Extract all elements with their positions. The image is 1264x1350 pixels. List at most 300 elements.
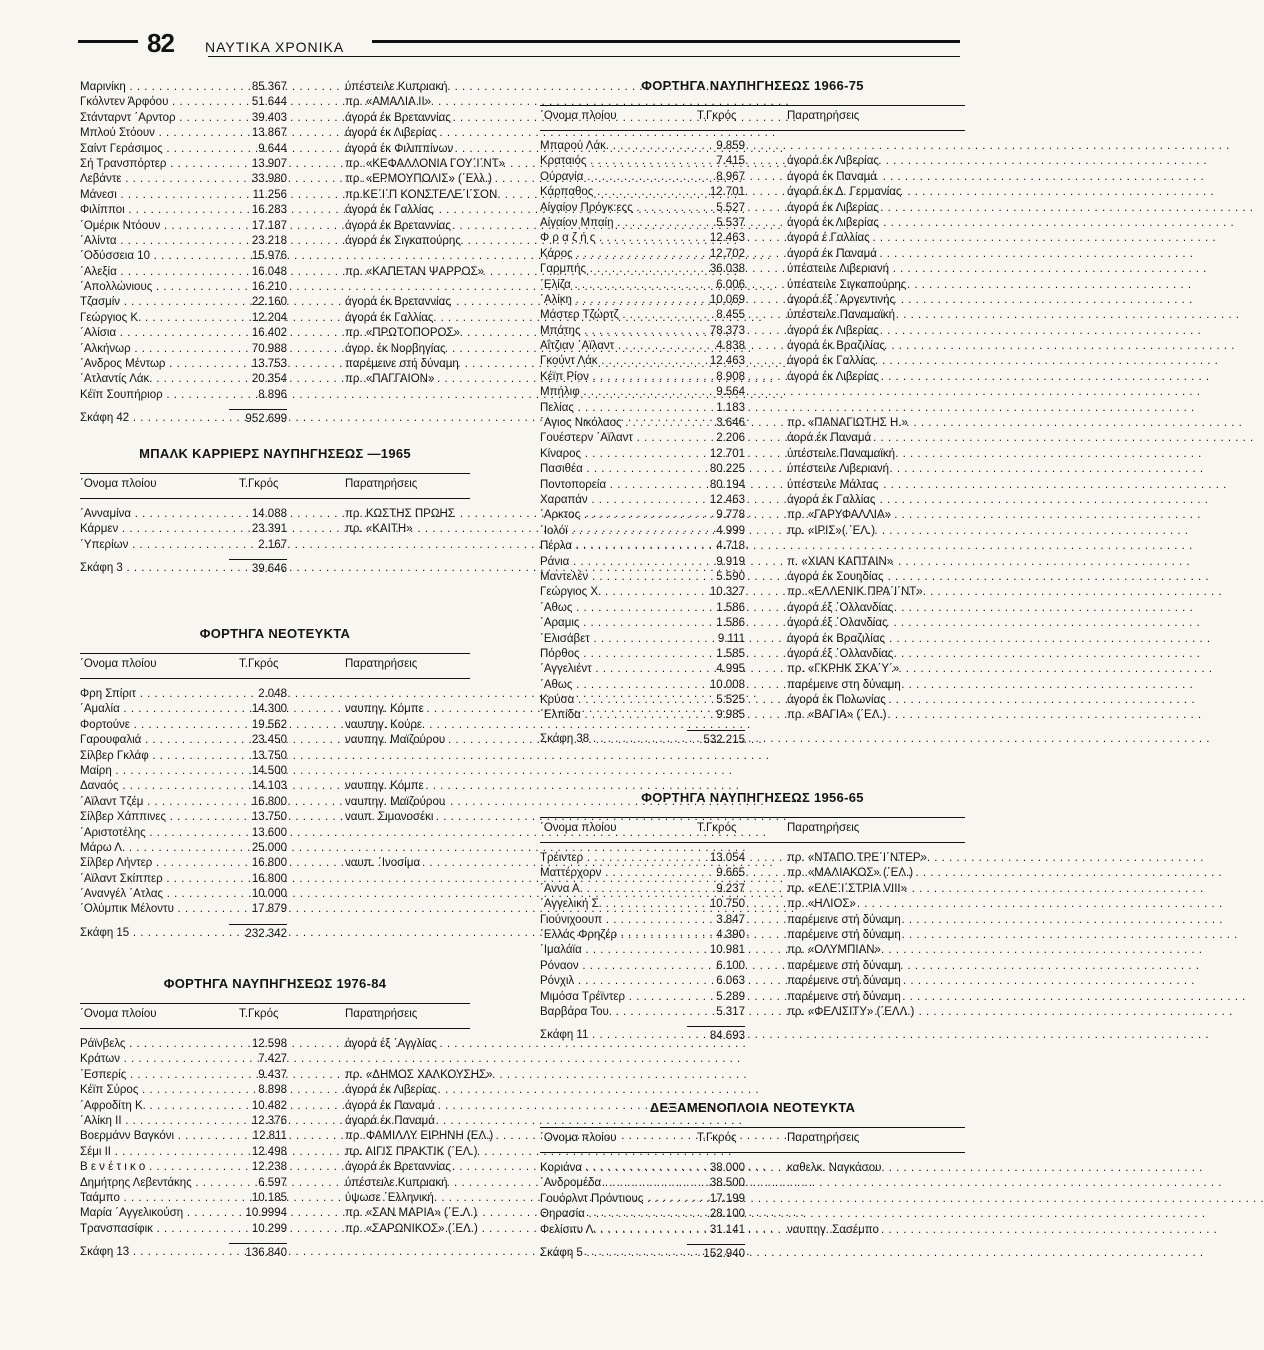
remarks: άγορά έξ ΄Ολλανδίας (787, 601, 894, 614)
section-title: ΦΟΡΤΗΓΑ ΝΑΥΠΗΓΗΣΕΩΣ 1966-75 (641, 78, 864, 93)
gross-tonnage: 6.006 (716, 278, 745, 291)
table-row (540, 401, 965, 416)
total-label: Σκάφη 5 . . . (540, 1244, 653, 1262)
table-row (80, 1037, 470, 1052)
table-row (80, 234, 470, 249)
table-row (80, 810, 470, 825)
table-row (540, 278, 965, 293)
remarks: άγορά έκ Φιλιππίνων (345, 142, 454, 155)
gross-tonnage: 7.427 (258, 1053, 287, 1066)
total-tonnage: 136.840 (229, 1243, 287, 1262)
column-header-remarks: Παρατηρήσεις (787, 1132, 860, 1144)
total-label: Σκάφη 42 . . . (80, 409, 195, 427)
table-row (540, 601, 965, 616)
gross-tonnage: 12.701 (709, 186, 745, 199)
ship-name: Ματτέρχορν . . . (540, 866, 683, 881)
remarks: άγορά έκ Παναμά (787, 247, 877, 260)
table-header (540, 817, 965, 843)
ship-name: Γουόρλντ Πρόντιους . . . (540, 1192, 683, 1207)
gross-tonnage: 13.867 (251, 127, 287, 140)
gross-tonnage: 11.256 (252, 188, 287, 201)
table-row (540, 616, 965, 631)
gross-tonnage: 12.811 (252, 1130, 287, 1143)
remarks: άγορά έκ Πολωνίας (787, 694, 886, 707)
remarks: ναυπηγ. Κόμπε (345, 703, 424, 716)
total-row (80, 409, 470, 427)
gross-tonnage: 13.907 (251, 157, 287, 170)
total-row (80, 1243, 470, 1261)
ship-name: Αίγαίον Πρόγκ:εςς . . . (540, 201, 683, 216)
gross-tonnage: 14.300 (251, 703, 287, 716)
ship-name: Σαίντ Γεράσιμος . . . (80, 142, 225, 157)
ship-name: Φρη Σπίριτ . . . (80, 687, 225, 702)
column-header-name: ΄Ονομα πλοίου (540, 110, 617, 122)
table-row (80, 1206, 478, 1221)
table-row (540, 339, 965, 354)
ship-name: Β ε ν έ τ ι κ ο . . . (80, 1160, 225, 1175)
table-header (540, 1127, 965, 1153)
table-row (80, 95, 470, 110)
ship-name: Χαραπάν . . . (540, 493, 683, 508)
gross-tonnage: 13.753 (251, 358, 287, 371)
ship-name: ΄Εσπερίς . . . (80, 1068, 225, 1083)
remarks: πρ. «ΚΕΦΑΛΛΟΝΙΑ ΓΟΥ΄Ι΄ΝΤ» (345, 157, 506, 170)
ship-name: Πόρθος . . . (540, 647, 683, 662)
gross-tonnage: 10.9994 (245, 1207, 287, 1220)
table-row (540, 1223, 965, 1238)
section-title: ΦΟΡΤΗΓΑ ΝΑΥΠΗΓΗΣΕΩΣ 1976-84 (163, 976, 387, 991)
ship-name: Κάρος . . . (540, 247, 683, 262)
remarks: ύπέστειλε Παναμαϊκή (787, 447, 896, 460)
gross-tonnage: 8.896 (258, 388, 287, 401)
ship-name: Κραταιός . . . (540, 154, 683, 169)
table-row (540, 959, 965, 974)
column-header-name: ΄Ονομα πλοίου (80, 478, 157, 490)
ship-name: Μπήλιφ . . . (540, 385, 683, 400)
gross-tonnage: 1.585 (716, 647, 745, 660)
table-row (80, 80, 470, 95)
ship-name: Ρόναον . . . (540, 959, 683, 974)
header-rule-thin (208, 56, 960, 57)
ship-name: Ρόνχιλ . . . (540, 974, 683, 989)
remarks: πρ. «ΕΛΕ΄Ι΄ΣΤΡΙΑ VIII» (787, 882, 908, 895)
gross-tonnage: 1.183 (716, 401, 745, 414)
remarks: ύπέστειλε Μάλτας (787, 478, 879, 491)
ship-name: Πασιθέα . . . (540, 462, 683, 477)
section-new-cargo (80, 618, 470, 942)
remarks: ναυπ. Σιμονοσέκι (345, 811, 434, 824)
table-row (540, 293, 965, 308)
gross-tonnage: 12.463 (709, 493, 745, 506)
section-bulk-carriers-1965 (80, 438, 470, 577)
ship-name: ΄Οδύσσεια 10 . . . (80, 249, 225, 264)
table-row (540, 882, 965, 897)
table-row (540, 943, 965, 958)
table-row (540, 866, 965, 881)
table-row (540, 139, 965, 154)
gross-tonnage: 51.644 (251, 96, 287, 109)
remarks: άγορά έκ Βρεταννίας (345, 111, 451, 124)
table-row (540, 308, 965, 323)
ship-name: ΄Αλίκη ΙΙ . . . (80, 1114, 225, 1129)
table-header (80, 1003, 470, 1029)
ship-name: Βοερμάνν Βαγκόνι . . . (80, 1129, 225, 1144)
ship-name: ΄Αθως . . . (540, 601, 683, 616)
gross-tonnage: 8.967 (716, 170, 745, 183)
table-row (540, 897, 965, 912)
gross-tonnage: 2.206 (716, 432, 745, 445)
remarks: ναυπηγ. Κούρε (345, 718, 423, 731)
table-row (80, 357, 470, 372)
table-row (80, 764, 470, 779)
table-row (80, 733, 470, 748)
gross-tonnage: 10.185 (251, 1191, 287, 1204)
ship-name: Μπαρού Λάκ. . . . (540, 139, 683, 154)
gross-tonnage: 80.225 (709, 463, 745, 476)
ship-name: ΄Αϊλαντ Σκίππερ . . . (80, 872, 225, 887)
table-row (540, 385, 965, 400)
gross-tonnage: 12.498 (251, 1145, 287, 1158)
remarks: πρ. «ΕΛΛΕΝΙΚ ΠΡΑ΄Ι΄ΝΤ» (787, 586, 923, 599)
table-row (540, 524, 965, 539)
table-row (80, 372, 470, 387)
table-row (80, 1099, 470, 1114)
ship-name: ΄Αλίκη . . . (540, 293, 683, 308)
column-header-name: ΄Ονομα πλοίου (540, 822, 617, 834)
ship-name: Μπλού Στόουν . . . (80, 126, 225, 141)
remarks: ύπέστειλε Σιγκαπούρης (787, 278, 907, 291)
gross-tonnage: 5.537 (716, 216, 745, 229)
total-label: Σκάφη 13 . . . (80, 1243, 195, 1261)
table-row (540, 585, 965, 600)
ship-name: Μπάτης . . . (540, 324, 683, 339)
ship-name: Ράνια . . . (540, 555, 683, 570)
remarks: πρ. «ΗΛΙΟΣ» (787, 898, 856, 911)
table-row (80, 872, 470, 887)
ship-name: Κίναρος . . . (540, 447, 683, 462)
ship-name: Ταάμπο . . . (80, 1191, 225, 1206)
column-header-grt: Τ.Γκρός (239, 478, 279, 490)
ship-name: Αΐτζιαν ΄Αϊλαντ . . . (540, 339, 683, 354)
table-row (540, 185, 965, 200)
ship-name: Σίλβερ Λήντερ . . . (80, 856, 225, 871)
remarks: άγορά έκ Λιβερίας (787, 216, 879, 229)
remarks: άγορά έκ Βραζιλίας (787, 632, 886, 645)
total-tonnage: 84.693 (687, 1026, 745, 1045)
ship-name: Φ ρ α ζ ή ς . . . (540, 231, 683, 246)
section-cargo-1976-84 (80, 968, 494, 1261)
total-row (540, 730, 965, 748)
gross-tonnage: 70.988 (251, 342, 287, 355)
remarks: άγορά έκ Λιβερίας (787, 370, 879, 383)
ship-name: ΄Ομέρικ Ντόουν . . . (80, 219, 225, 234)
table-row (80, 203, 470, 218)
remarks: άγορά έκ Βρεταννίας (345, 1161, 451, 1174)
ship-name: Δαναός . . . (80, 779, 225, 794)
gross-tonnage: 22.160 (251, 296, 287, 309)
publication-title: ΝΑΥΤΙΚΑ ΧΡΟΝΙΚΑ (205, 39, 345, 55)
ship-name: ΄Ελπίδα . . . (540, 708, 683, 723)
gross-tonnage: 14.500 (251, 764, 287, 777)
table-row (540, 570, 965, 585)
gross-tonnage: 4.838 (716, 340, 745, 353)
remarks: άγορά έξ ΄Αργεντινής (787, 293, 896, 306)
table-row (80, 295, 470, 310)
ship-name: Κέϊπ Ρίον . . . (540, 370, 683, 385)
remarks: άγορά έκ Γαλλίας (345, 204, 434, 217)
gross-tonnage: 80.194 (709, 478, 745, 491)
gross-tonnage: 16.800 (251, 795, 287, 808)
remarks: άγορά έκ Σουηδίας (787, 570, 884, 583)
ship-name: Κράτων . . . (80, 1052, 225, 1067)
gross-tonnage: 3.646 (716, 417, 745, 430)
table-row (80, 1114, 470, 1129)
remarks: καθελκ. Ναγκάσου (787, 1162, 882, 1174)
column-header-remarks: Παρατηρήσεις (345, 1008, 418, 1020)
ship-name: ΄Απολλώνιους . . . (80, 280, 225, 295)
gross-tonnage: 8.455 (716, 309, 745, 322)
total-label: Σκάφη 38 . . . (540, 730, 653, 748)
gross-tonnage: 10.000 (251, 888, 287, 901)
remarks: άγορά έκ Γαλλίας (345, 311, 434, 324)
table-row (80, 265, 484, 280)
remarks: άγορά έκ Παναμά (345, 1099, 435, 1112)
total-row (80, 924, 470, 942)
gross-tonnage: 12.204 (251, 311, 287, 324)
gross-tonnage: 4.999 (716, 524, 745, 537)
gross-tonnage: 19.562 (251, 718, 287, 731)
table-row (80, 841, 470, 856)
ship-name: ΄Αραμις . . . (540, 616, 683, 631)
ship-name: Γεώργιος Χ. . . . (540, 585, 683, 600)
gross-tonnage: 16.800 (251, 857, 287, 870)
ship-name: Φορτούνε . . . (80, 718, 225, 733)
ship-name: ΄Αμαλία . . . (80, 702, 225, 717)
table-row (80, 280, 470, 295)
column-header-grt: Τ.Γκρός (697, 1132, 737, 1144)
remarks: άγορά έκ Βρεταννίας (345, 219, 451, 232)
gross-tonnage: 9.778 (716, 509, 745, 522)
gross-tonnage: 16.283 (251, 204, 287, 217)
ship-name: Τρανσπασίφικ . . . (80, 1222, 225, 1237)
remarks: ύπέστειλε Παναμαϊκή (787, 309, 896, 322)
gross-tonnage: 8.908 (716, 370, 745, 383)
total-tonnage: 532.215 (687, 730, 745, 749)
table-row (540, 416, 965, 431)
table-row (540, 1161, 965, 1176)
ship-name: Δημήτρης Λεβεντάκης . . . (80, 1176, 225, 1191)
gross-tonnage: 78.373 (709, 324, 745, 337)
gross-tonnage: 5.289 (716, 990, 745, 1003)
ship-name: ΄Αγιος Νικόλαος . . . (540, 416, 683, 431)
header-rule-right (372, 40, 960, 43)
table-row (540, 1192, 965, 1207)
ship-name: Γαρμπής . . . (540, 262, 683, 277)
table-row (80, 342, 470, 357)
ship-name: Μαρία ΄Αγγελικούση . . . (80, 1206, 225, 1221)
column-header-name: ΄Ονομα πλοίου (540, 1132, 617, 1144)
gross-tonnage: 10.981 (709, 944, 745, 957)
gross-tonnage: 13.750 (251, 749, 287, 762)
gross-tonnage: 38.000 (709, 1162, 745, 1174)
remarks: ύπέστειλε Κυπριακή (345, 81, 448, 93)
gross-tonnage: 4.390 (716, 928, 745, 941)
gross-tonnage: 16.800 (251, 872, 287, 885)
remarks: πρ. «ΓΑΡΥΦΑΛΛΙΑ» (787, 509, 892, 522)
table-row (80, 779, 470, 794)
total-row (80, 559, 470, 577)
gross-tonnage: 10.069 (709, 293, 745, 306)
remarks: ύπέστειλε Λιβεριανή (787, 463, 889, 476)
table-row (540, 913, 965, 928)
remarks: πρ. «ΝΤΑΠΟ ΤΡΕ΄Ι΄ΝΤΕΡ» (787, 852, 927, 864)
total-row (540, 1026, 965, 1044)
table-row (540, 678, 965, 693)
page-header (0, 28, 1000, 68)
remarks: πρ. ΑΙΓΙΣ ΠΡΑΚΤΙΚ (΄ΕΛ.) (345, 1145, 478, 1158)
gross-tonnage: 9.919 (716, 555, 745, 568)
ship-name: Γκόλντεν Άρφόου . . . (80, 95, 225, 110)
remarks: ναυπηγ. Κόμπε (345, 780, 424, 793)
gross-tonnage: 85.367 (251, 81, 287, 93)
table-row (80, 1176, 470, 1191)
remarks: άγορά έκ Δ. Γερμανίας (787, 186, 902, 199)
gross-tonnage: 16.210 (251, 281, 287, 294)
ship-name: Ράϊνβελς . . . (80, 1037, 225, 1052)
table-row (540, 447, 965, 462)
section-cargo-1966-75 (540, 70, 965, 748)
ship-name: Κάρπαθος . . . (540, 185, 683, 200)
table-row (540, 539, 965, 554)
table-row (80, 826, 470, 841)
gross-tonnage: 25.000 (251, 841, 287, 854)
table-row (540, 508, 965, 523)
table-row (540, 170, 965, 185)
remarks: ύπέστειλε Κυπριακή (345, 1176, 448, 1189)
gross-tonnage: 12.702 (709, 247, 745, 260)
table-header (80, 473, 470, 499)
remarks: άγορά έκ Λιβερίας (345, 1084, 437, 1097)
ship-name: Σή Τρανσπόρτερ . . . (80, 157, 225, 172)
total-tonnage: 152.940 (687, 1244, 745, 1263)
remarks: ύψωσε ΄Ελληνική (345, 1191, 434, 1204)
ship-name: ΄Ανναμίνα . . . (80, 507, 225, 522)
remarks: πρ. «ΒΑΓΙΑ» (΄ΕΛ.) (787, 709, 887, 722)
remarks: πρ. «ΠΑΝΑΓΙΩΤΗΣ Η.» (787, 417, 908, 430)
total-tonnage: 39.646 (229, 559, 287, 578)
ship-name: Μαρινίκη . . . (80, 80, 225, 95)
ship-name: Ποντοπορεία . . . (540, 478, 683, 493)
table-row (540, 462, 965, 477)
ship-name: ΄Ιολόϊ . . . (540, 524, 683, 539)
gross-tonnage: 31.141 (709, 1223, 745, 1236)
ship-name: Μαντελέν . . . (540, 570, 683, 585)
table-row (80, 749, 470, 764)
remarks: πρ. «ΟΛΥΜΠΙΑΝ» (787, 944, 881, 957)
gross-tonnage: 12.238 (251, 1161, 287, 1174)
ship-name: ΄Αριστοτέλης . . . (80, 826, 225, 841)
table-row (80, 702, 470, 717)
remarks: άγορά έκ Βραζιλίας (787, 340, 886, 353)
ship-name: Πελίας . . . (540, 401, 683, 416)
gross-tonnage: 20.354 (251, 373, 287, 386)
ship-name: ΄Αφροδίτη Κ. . . . (80, 1099, 225, 1114)
table-row (80, 1160, 470, 1175)
table-row (80, 1222, 478, 1237)
remarks: παρέμεινε στή δύναμη (787, 913, 901, 926)
gross-tonnage: 6.597 (258, 1176, 287, 1189)
table-row (540, 1207, 965, 1222)
column-header-remarks: Παρατηρήσεις (345, 478, 418, 490)
gross-tonnage: 39.403 (251, 111, 287, 124)
remarks: πρ. «ΚΑΙΤΗ» (345, 523, 413, 536)
gross-tonnage: 9.564 (716, 386, 745, 399)
table-row (80, 718, 470, 733)
ship-name: ΄Ελίζα . . . (540, 278, 683, 293)
table-row (540, 370, 965, 385)
remarks: ναυπ. ΄Ινοσίμα (345, 857, 421, 870)
total-label: Σκάφη 11 . . . (540, 1026, 653, 1044)
remarks: άγορά έκ Γαλλίας (787, 493, 876, 506)
gross-tonnage: 36.038 (709, 263, 745, 276)
ship-name: Σέμι ΙΙ . . . (80, 1145, 225, 1160)
table-row (80, 1145, 478, 1160)
table-header (540, 105, 965, 131)
table-row (540, 632, 965, 647)
ship-name: ΄Ελισάβετ . . . (540, 632, 683, 647)
table-row (80, 1052, 470, 1067)
column-header-name: ΄Ονομα πλοίου (80, 658, 157, 670)
gross-tonnage: 5.527 (716, 201, 745, 214)
column-header-remarks: Παρατηρήσεις (345, 658, 418, 670)
remarks: άγορά έκ Σιγκαπούρης (345, 234, 461, 247)
gross-tonnage: 10.482 (251, 1099, 287, 1112)
gross-tonnage: 9.437 (258, 1068, 287, 1081)
remarks: παρέμεινε στή δύναμη (345, 358, 459, 371)
ship-name: ΄Ανδρομέδα . . . (540, 1176, 683, 1191)
remarks: άγορά έκ Λιβερίας (345, 127, 437, 140)
column-header-grt: Τ.Γκρός (239, 658, 279, 670)
gross-tonnage: 4.718 (716, 540, 745, 553)
remarks: άγορά έκ Παναμά (787, 170, 877, 183)
gross-tonnage: 16.048 (251, 265, 287, 278)
page-number: 82 (147, 28, 174, 58)
column-header-remarks: Παρατηρήσεις (787, 822, 860, 834)
ship-name: Πέρλα . . . (540, 539, 683, 554)
remarks: άορά έκ Παναμά (787, 432, 872, 445)
remarks: άγορά έκ Βρεταννίας (345, 296, 451, 309)
ship-name: ΄Αλεξία . . . (80, 265, 225, 280)
table-row (80, 538, 470, 553)
table-row (80, 522, 470, 537)
table-row (540, 216, 965, 231)
table-row (80, 172, 492, 187)
table-row (80, 856, 470, 871)
remarks: παρέμεινε στή δύναμη (787, 975, 901, 988)
table-row (80, 388, 470, 403)
remarks: πρ. ΦΑΜΙΛΛΥ ΕΙΡΗΝΗ (ΕΛ.) (345, 1130, 494, 1143)
gross-tonnage: 17.199 (709, 1192, 745, 1205)
remarks: πρ. «ΠΑΓΓΑΙΟΝ» (345, 373, 435, 386)
gross-tonnage: 12.598 (251, 1038, 287, 1050)
remarks: ύπέστειλε Λιβεριανή (787, 263, 889, 276)
ship-name: ΄Υπερίων . . . (80, 538, 225, 553)
remarks: παρέμεινε στη δύναμη (787, 678, 901, 691)
remarks: άγορά έξ ΄Ολλανδίας (787, 647, 894, 660)
ship-name: ΄Αγγελική Σ. . . . (540, 897, 683, 912)
ship-name: ΄Αλκήνωρ . . . (80, 342, 225, 357)
gross-tonnage: 14.103 (251, 780, 287, 793)
